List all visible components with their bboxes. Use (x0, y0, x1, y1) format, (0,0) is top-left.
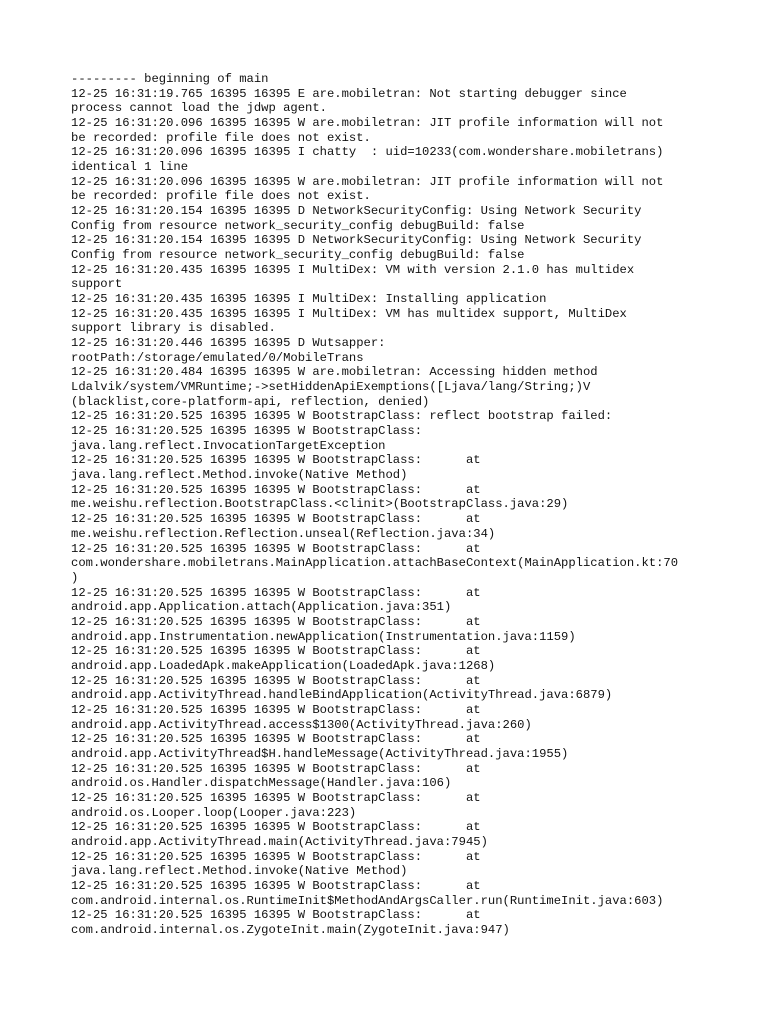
log-line: me.weishu.reflection.BootstrapClass.<clinit>(BootstrapClass.java:29) (71, 497, 569, 512)
log-line: 12-25 16:31:20.446 16395 16395 D Wutsapper: (71, 336, 386, 351)
log-line: (blacklist,core-platform-api, reflection, denied) (71, 394, 430, 409)
log-line: 12-25 16:31:20.525 16395 16395 W BootstrapClass: at (71, 732, 481, 747)
log-line: 12-25 16:31:20.484 16395 16395 W are.mobiletran: Accessing hidden method (71, 365, 598, 380)
log-text-block (71, 72, 711, 938)
log-line: support (71, 277, 123, 292)
log-line: android.app.ActivityThread.access$1300(ActivityThread.java:260) (71, 717, 532, 732)
log-line: 12-25 16:31:20.525 16395 16395 W BootstrapClass: at (71, 482, 481, 497)
log-line: 12-25 16:31:20.525 16395 16395 W BootstrapClass: at (71, 849, 481, 864)
log-line: 12-25 16:31:20.525 16395 16395 W BootstrapClass: at (71, 614, 481, 629)
log-line: 12-25 16:31:20.525 16395 16395 W BootstrapClass: at (71, 673, 481, 688)
log-line: --------- beginning of main (71, 72, 269, 86)
log-line: 12-25 16:31:19.765 16395 16395 E are.mobiletran: Not starting debugger since (71, 86, 627, 101)
log-line: 12-25 16:31:20.525 16395 16395 W BootstrapClass: at (71, 512, 481, 527)
log-line: 12-25 16:31:20.525 16395 16395 W BootstrapClass: (71, 424, 423, 439)
log-line: 12-25 16:31:20.096 16395 16395 W are.mobiletran: JIT profile information will not (71, 174, 664, 189)
log-line: android.os.Handler.dispatchMessage(Handler.java:106) (71, 776, 452, 791)
log-line: java.lang.reflect.Method.invoke(Native Method) (71, 864, 408, 879)
log-line: android.app.Application.attach(Application.java:351) (71, 600, 452, 615)
log-line: 12-25 16:31:20.435 16395 16395 I MultiDex: Installing application (71, 292, 547, 307)
log-line: 12-25 16:31:20.525 16395 16395 W BootstrapClass: reflect bootstrap failed: (71, 409, 613, 424)
log-line: android.os.Looper.loop(Looper.java:223) (71, 805, 357, 820)
log-line: 12-25 16:31:20.525 16395 16395 W BootstrapClass: at (71, 761, 481, 776)
log-line: 12-25 16:31:20.525 16395 16395 W BootstrapClass: at (71, 585, 481, 600)
log-line: com.wondershare.mobiletrans.MainApplication.attachBaseContext(MainApplication.kt:70 (71, 556, 679, 571)
log-line: android.app.ActivityThread$H.handleMessage(ActivityThread.java:1955) (71, 746, 569, 761)
log-line: me.weishu.reflection.Reflection.unseal(Reflection.java:34) (71, 526, 496, 541)
log-line: Config from resource network_security_config debugBuild: false (71, 218, 525, 233)
log-line: android.app.ActivityThread.handleBindApplication(ActivityThread.java:6879) (71, 688, 613, 703)
log-line: 12-25 16:31:20.525 16395 16395 W BootstrapClass: at (71, 790, 481, 805)
log-line: 12-25 16:31:20.154 16395 16395 D NetworkSecurityConfig: Using Network Security (71, 204, 642, 219)
log-line: 12-25 16:31:20.154 16395 16395 D NetworkSecurityConfig: Using Network Security (71, 233, 642, 248)
log-line: ) (71, 570, 79, 585)
log-line: com.android.internal.os.ZygoteInit.main(ZygoteInit.java:947) (71, 922, 510, 937)
log-line: 12-25 16:31:20.435 16395 16395 I MultiDex: VM has multidex support, MultiDex (71, 306, 627, 321)
log-line: com.android.internal.os.RuntimeInit$MethodAndArgsCaller.run(RuntimeInit.java:603) (71, 893, 664, 908)
log-line: 12-25 16:31:20.096 16395 16395 W are.mobiletran: JIT profile information will not (71, 116, 664, 131)
log-line: 12-25 16:31:20.525 16395 16395 W BootstrapClass: at (71, 878, 481, 893)
log-line: 12-25 16:31:20.525 16395 16395 W BootstrapClass: at (71, 702, 481, 717)
log-line: process cannot load the jdwp agent. (71, 101, 327, 116)
log-line: Ldalvik/system/VMRuntime;->setHiddenApiExemptions([Ljava/lang/String;)V (71, 380, 591, 395)
log-line: 12-25 16:31:20.525 16395 16395 W BootstrapClass: at (71, 644, 481, 659)
log-line: 12-25 16:31:20.435 16395 16395 I MultiDex: VM with version 2.1.0 has multidex (71, 262, 635, 277)
log-line: android.app.ActivityThread.main(ActivityThread.java:7945) (71, 834, 488, 849)
log-line: support library is disabled. (71, 321, 276, 336)
log-line: 12-25 16:31:20.525 16395 16395 W BootstrapClass: at (71, 820, 481, 835)
log-line: 12-25 16:31:20.525 16395 16395 W BootstrapClass: at (71, 453, 481, 468)
log-line: be recorded: profile file does not exist. (71, 130, 371, 145)
log-line: Config from resource network_security_config debugBuild: false (71, 248, 525, 263)
log-line: be recorded: profile file does not exist. (71, 189, 371, 204)
log-line: 12-25 16:31:20.525 16395 16395 W BootstrapClass: at (71, 908, 481, 923)
log-line: android.app.LoadedApk.makeApplication(LoadedApk.java:1268) (71, 658, 496, 673)
log-line: 12-25 16:31:20.525 16395 16395 W BootstrapClass: at (71, 541, 481, 556)
log-line: java.lang.reflect.InvocationTargetException (71, 438, 386, 453)
log-line: 12-25 16:31:20.096 16395 16395 I chatty : uid=10233(com.wondershare.mobiletrans) (71, 145, 664, 160)
log-line: java.lang.reflect.Method.invoke(Native Method) (71, 468, 408, 483)
log-line: identical 1 line (71, 160, 189, 175)
log-line: android.app.Instrumentation.newApplication(Instrumentation.java:1159) (71, 629, 576, 644)
log-line: rootPath:/storage/emulated/0/MobileTrans (71, 350, 364, 365)
